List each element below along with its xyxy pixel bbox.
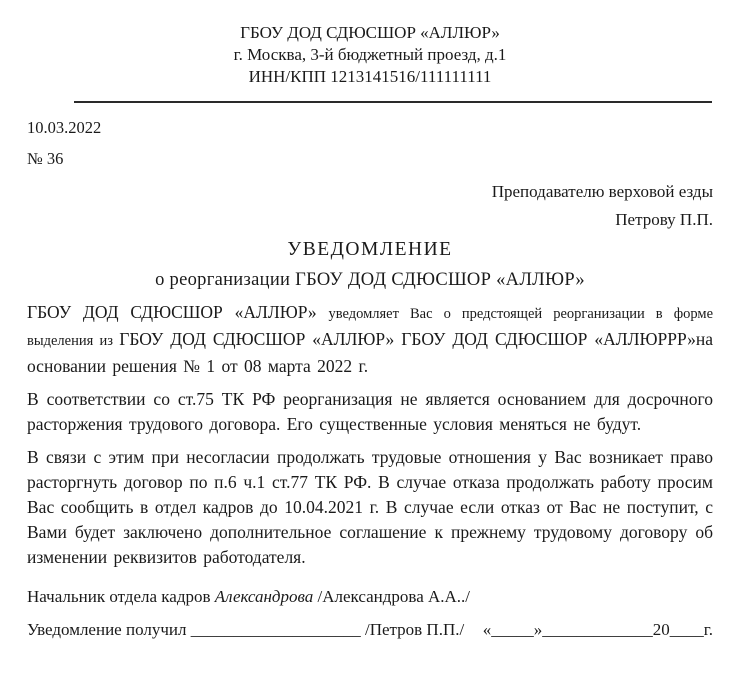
signature-received-row (27, 619, 713, 641)
decision-reference: на основании решения № 1 от 08 марта 2022 г. (27, 329, 713, 376)
hr-position-label: Начальник отдела кадров (27, 587, 211, 606)
received-name-label: /Петров П.П./ (364, 620, 465, 639)
addressee-name: Петрову П.П. (615, 210, 713, 229)
paragraph-legal-basis: В соответствии со ст.75 ТК РФ реорганизация не является основанием для досрочного расторжения трудового договора. Его существенные условия меняться не будут. (27, 389, 713, 434)
doc-title: УВЕДОМЛЕНИЕ (287, 239, 453, 260)
org-address: г. Москва, 3-й бюджетный проезд, д.1 (233, 45, 507, 64)
doc-date: 10.03.2022 (27, 118, 102, 137)
separator-line (74, 101, 712, 103)
notice-text-small: уведомляет Вас о предстоящей реорганизации в форме выделения из (27, 306, 714, 349)
letterhead (27, 22, 713, 88)
org-inn-kpp: ИНН/КПП 1213141516/111111111 (248, 67, 492, 86)
org-names-inline: ГБОУ ДОД СДЮСШОР «АЛЛЮР» ГБОУ ДОД СДЮСШОР «АЛЛЮРРР» (119, 329, 696, 349)
doc-subtitle: о реорганизации ГБОУ ДОД СДЮСШОР «АЛЛЮР» (155, 270, 585, 290)
paragraph-reorganization (27, 300, 713, 379)
org-name: ГБОУ ДОД СДЮСШОР «АЛЛЮР» (240, 23, 500, 42)
paragraph-refusal-terms: В связи с этим при несогласии продолжать трудовые отношения у Вас возникает право расторгнуть договор по п.6 ч.1 ст.77 ТК РФ. В случае отказа продолжать работу просим Вас сообщить в отдел кадров до 10.04.2021 г. В случае если отказ от Вас не поступит, с Вами будет заключено дополнительное соглашение к прежнему трудовому договору об изменении реквизитов работодателя. (27, 447, 713, 567)
org-name-inline: ГБОУ ДОД СДЮСШОР «АЛЛЮР» (27, 302, 329, 322)
hr-handwritten-signature: Александрова (214, 587, 314, 606)
received-label: Уведомление получил (27, 620, 187, 639)
received-left-part (27, 619, 464, 641)
hr-name-label: /Александрова А.А../ (317, 587, 471, 606)
received-date-blank: «_____»_____________20____г. (482, 620, 713, 639)
signature-hr-row (27, 586, 713, 608)
doc-number: № 36 (27, 149, 64, 168)
addressee-position: Преподавателю верховой езды (491, 182, 713, 201)
addressee-block (27, 178, 713, 234)
received-signature-blank: ____________________ (190, 620, 361, 639)
